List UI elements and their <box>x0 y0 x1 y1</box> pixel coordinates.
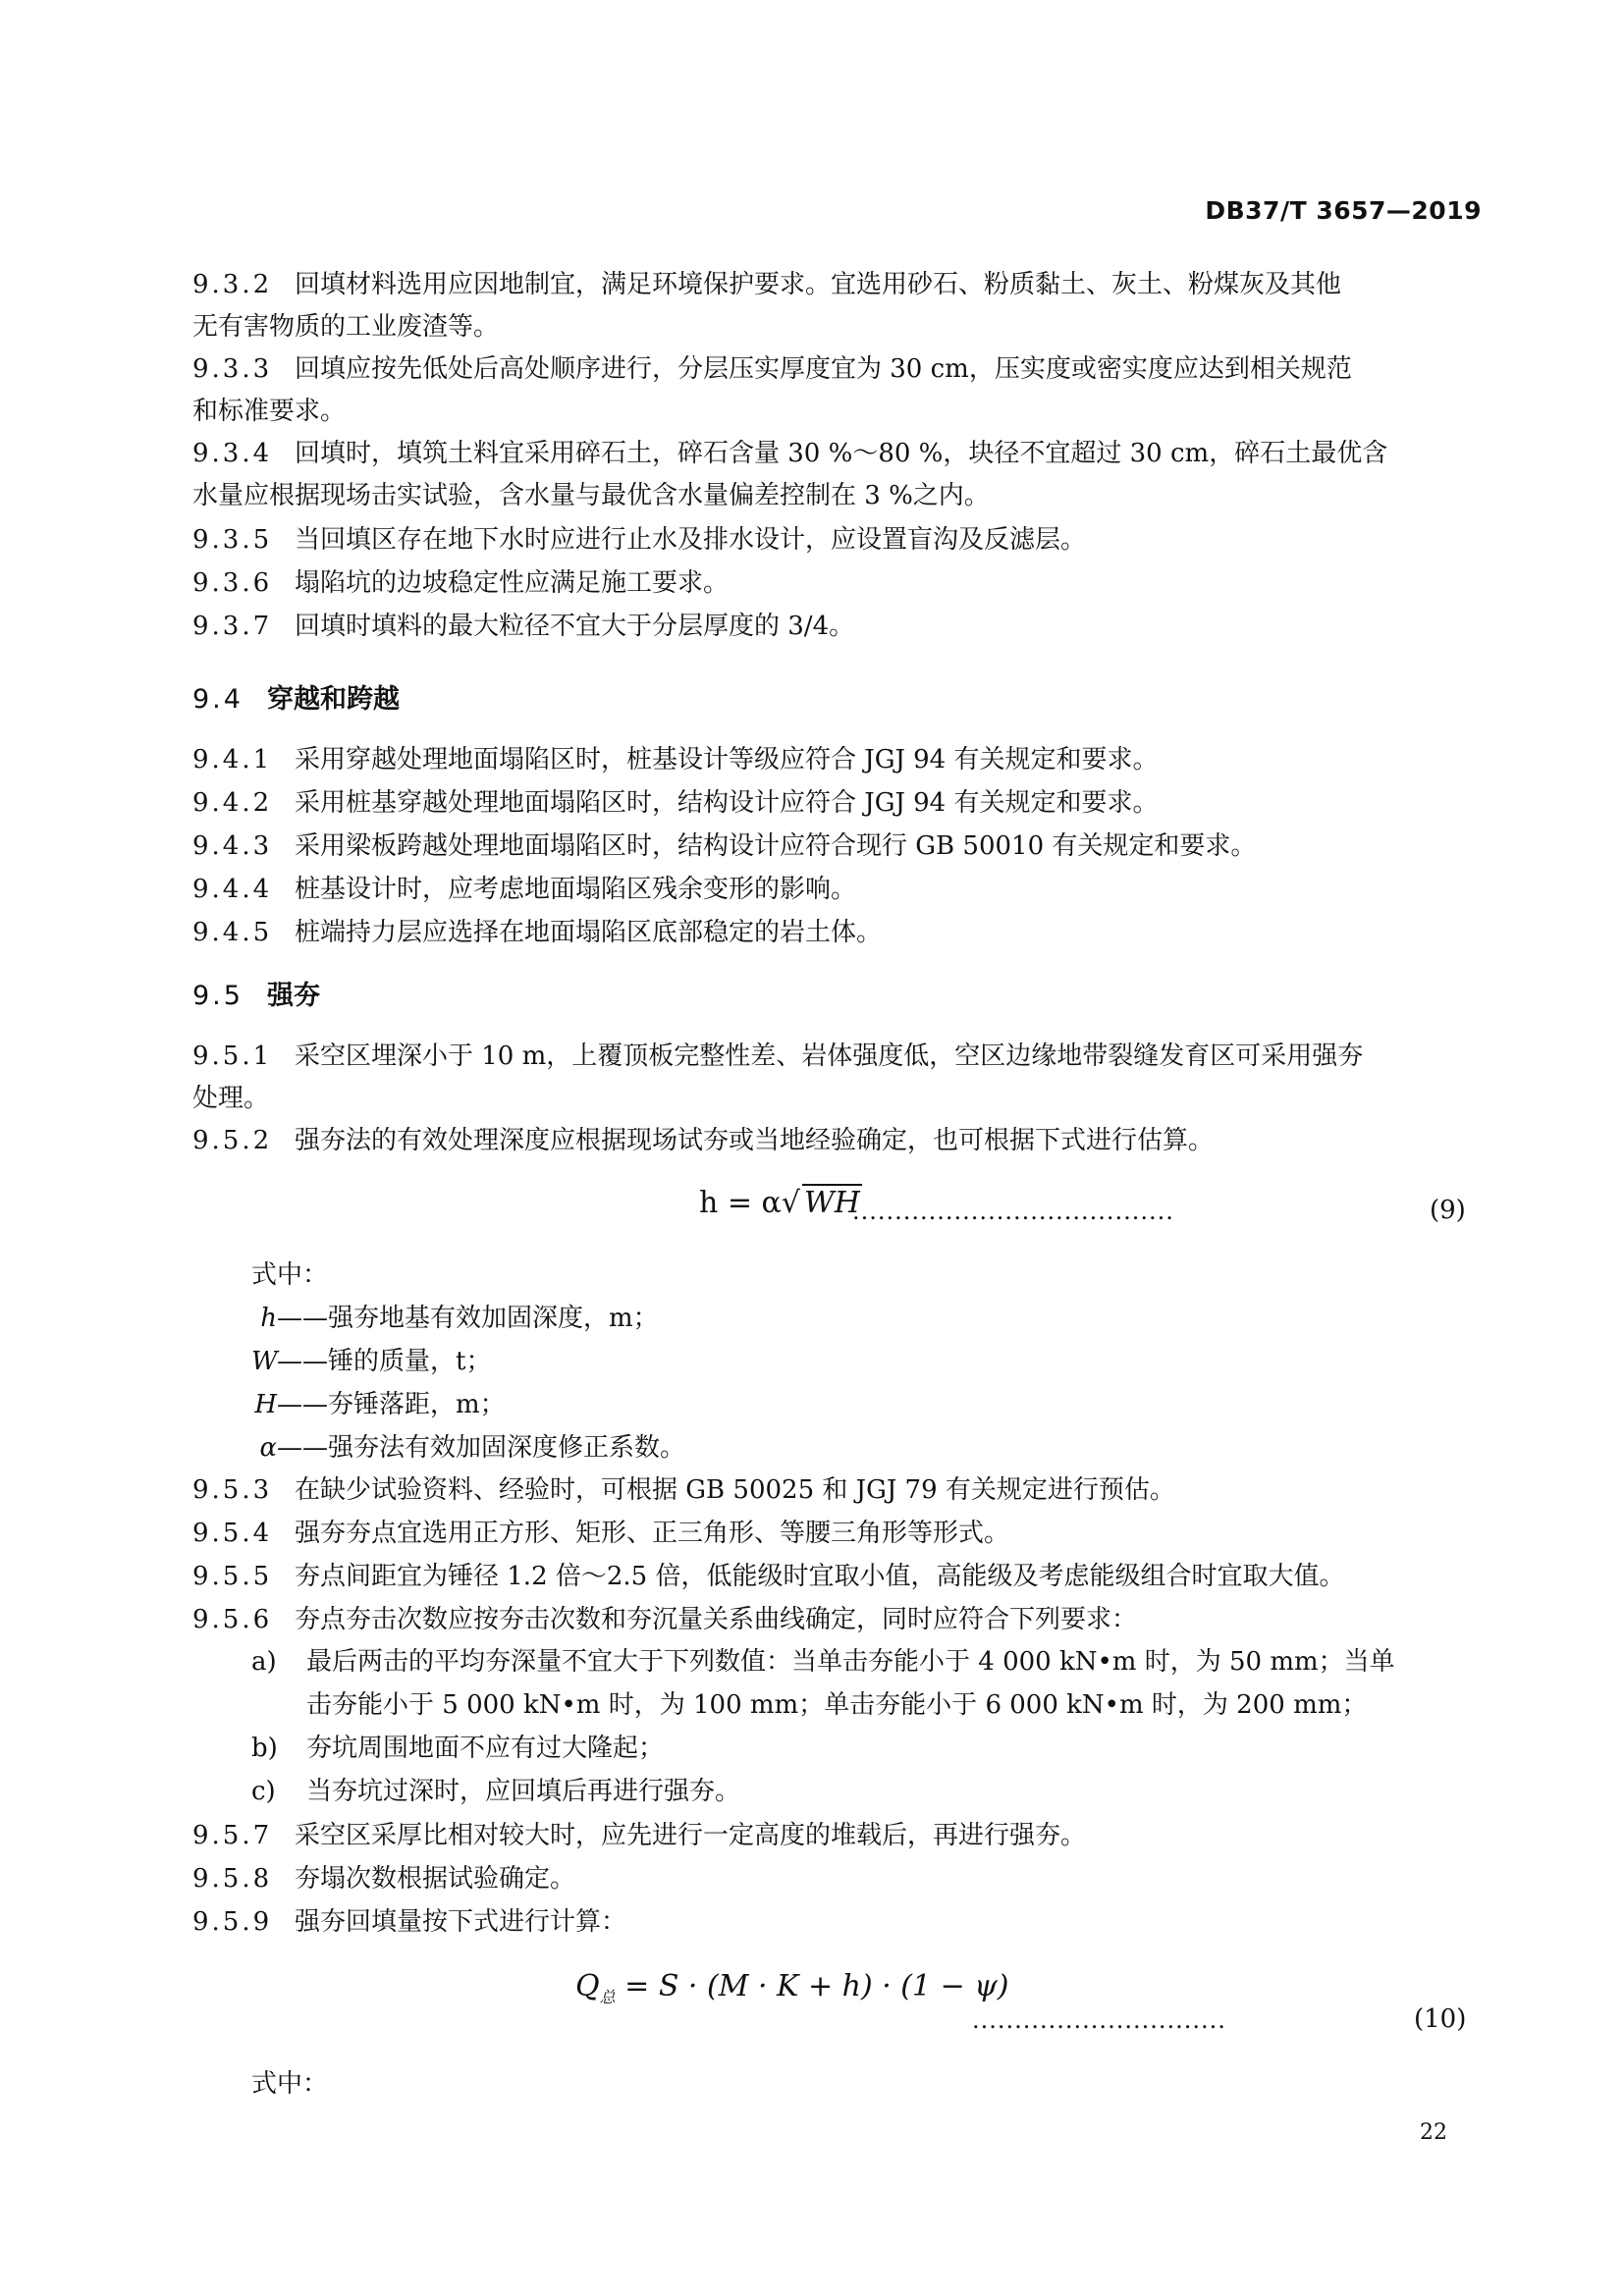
list-label: b) <box>251 1734 278 1763</box>
formula-q-subscript: 总 <box>599 1988 616 2006</box>
dash: —— <box>277 1433 328 1463</box>
clause-9-3-2 <box>192 263 1341 306</box>
clause-number: 9.3.6 <box>192 568 273 598</box>
list-item-c <box>251 1771 740 1807</box>
clause-number: 9.5.2 <box>192 1126 273 1155</box>
list-label: a) <box>251 1647 277 1677</box>
clause-text: 采空区埋深小于 10 m，上覆顶板完整性差、岩体强度低，空区边缘地带裂缝发育区可采用强夯 <box>295 1041 1364 1071</box>
clause-9-4-3 <box>192 825 1256 868</box>
clause-9-3-2-cont: 无有害物质的工业废渣等。 <box>192 312 500 342</box>
clause-text: 桩基设计时，应考虑地面塌陷区残余变形的影响。 <box>295 875 857 904</box>
clause-text: 采用桩基穿越处理地面塌陷区时，结构设计应符合 JGJ 94 有关规定和要求。 <box>295 788 1159 818</box>
clause-number: 9.4.1 <box>192 745 273 774</box>
clause-text: 在缺少试验资料、经验时，可根据 GB 50025 和 JGJ 79 有关规定进行预估。 <box>295 1475 1175 1505</box>
clause-text: 回填时，填筑土料宜采用碎石土，碎石含量 30 %～80 %，块径不宜超过 30 cm，碎石土最优含 <box>295 439 1388 468</box>
clause-text: 塌陷坑的边坡稳定性应满足施工要求。 <box>295 568 730 598</box>
clause-number: 9.3.4 <box>192 439 273 468</box>
clause-number: 9.4.2 <box>192 788 273 818</box>
clause-number: 9.5.3 <box>192 1475 273 1505</box>
clause-text: 当回填区存在地下水时应进行止水及排水设计，应设置盲沟及反滤层。 <box>295 525 1087 555</box>
clause-text: 回填时填料的最大粒径不宜大于分层厚度的 3/4。 <box>295 612 855 641</box>
clause-9-4-1 <box>192 738 1159 781</box>
list-item-a-cont: 击夯能小于 5 000 kN•m 时，为 100 mm；单击夯能小于 6 000 kN•m 时，为 200 mm； <box>306 1690 1368 1720</box>
clause-number: 9.5.7 <box>192 1821 273 1850</box>
section-title: 强夯 <box>267 981 320 1011</box>
variable-description: 强夯法有效加固深度修正系数。 <box>328 1433 686 1463</box>
clause-9-3-6 <box>192 561 729 605</box>
clause-9-5-6 <box>192 1598 1137 1641</box>
clause-text: 夯点间距宜为锤径 1.2 倍～2.5 倍，低能级时宜取小值，高能级及考虑能级组合时宜取大值。 <box>295 1562 1345 1591</box>
clause-9-5-8 <box>192 1857 575 1900</box>
where-item-w <box>251 1341 491 1377</box>
dash: —— <box>277 1304 328 1333</box>
section-heading-9-5 <box>192 974 320 1012</box>
clause-9-3-4-cont: 水量应根据现场击实试验，含水量与最优含水量偏差控制在 3 %之内。 <box>192 481 990 510</box>
clause-9-4-2 <box>192 781 1159 825</box>
clause-9-5-5 <box>192 1555 1345 1598</box>
formula-q: Q <box>575 1969 600 2003</box>
where-item-h <box>251 1298 659 1334</box>
formula-radicand: WH <box>803 1186 860 1220</box>
section-number: 9.5 <box>192 981 244 1011</box>
clause-number: 9.5.4 <box>192 1519 273 1548</box>
dash: —— <box>277 1390 328 1419</box>
variable-description: 锤的质量，t； <box>328 1347 492 1376</box>
clause-9-4-4 <box>192 868 856 911</box>
clause-9-5-1-cont: 处理。 <box>192 1084 270 1113</box>
clause-text: 强夯夯点宜选用正方形、矩形、正三角形、等腰三角形等形式。 <box>295 1519 1010 1548</box>
clause-number: 9.5.9 <box>192 1907 273 1937</box>
clause-9-3-7 <box>192 605 854 648</box>
clause-text: 回填应按先低处后高处顺序进行，分层压实厚度宜为 30 cm，压实度或密实度应达到相关规范 <box>295 354 1352 384</box>
clause-text: 强夯回填量按下式进行计算： <box>295 1907 627 1937</box>
list-label: c) <box>251 1777 276 1806</box>
clause-9-4-5 <box>192 911 882 954</box>
clause-number: 9.5.6 <box>192 1605 273 1634</box>
clause-number: 9.3.7 <box>192 612 273 641</box>
dash: —— <box>277 1347 328 1376</box>
list-text: 最后两击的平均夯深量不宜大于下列数值：当单击夯能小于 4 000 kN•m 时，为 50 mm；当单 <box>306 1647 1395 1677</box>
section-title: 穿越和跨越 <box>267 684 400 715</box>
variable-symbol: W <box>251 1347 278 1376</box>
where-item-alpha <box>251 1427 685 1464</box>
clause-number: 9.3.5 <box>192 525 273 555</box>
formula-9-leader-dots: ...................................... <box>852 1198 1174 1225</box>
variable-symbol: H <box>254 1390 277 1419</box>
clause-number: 9.5.5 <box>192 1562 273 1591</box>
list-text: 夯坑周围地面不应有过大隆起； <box>306 1734 665 1763</box>
clause-text: 强夯法的有效处理深度应根据现场试夯或当地经验确定，也可根据下式进行估算。 <box>295 1126 1215 1155</box>
clause-text: 夯塌次数根据试验确定。 <box>295 1864 576 1894</box>
list-item-b <box>251 1728 664 1764</box>
formula-10 <box>575 1969 1009 2007</box>
clause-9-3-3-cont: 和标准要求。 <box>192 397 347 426</box>
clause-number: 9.4.3 <box>192 831 273 861</box>
clause-text: 采空区采厚比相对较大时，应先进行一定高度的堆载后，再进行强夯。 <box>295 1821 1087 1850</box>
clause-number: 9.5.8 <box>192 1864 273 1894</box>
standard-number: DB37/T 3657—2019 <box>1205 196 1482 225</box>
where-label: 式中： <box>251 1260 329 1290</box>
variable-symbol: α <box>259 1433 277 1463</box>
clause-number: 9.3.2 <box>192 270 273 299</box>
formula-lhs: h = α <box>699 1186 782 1220</box>
formula-9 <box>699 1184 862 1220</box>
page-number: 22 <box>1420 2120 1447 2145</box>
where-item-H <box>251 1384 506 1420</box>
where-label-2: 式中： <box>251 2069 329 2099</box>
clause-text: 采用穿越处理地面塌陷区时，桩基设计等级应符合 JGJ 94 有关规定和要求。 <box>295 745 1159 774</box>
clause-text: 桩端持力层应选择在地面塌陷区底部稳定的岩土体。 <box>295 918 883 947</box>
clause-9-5-2 <box>192 1119 1214 1162</box>
clause-9-5-7 <box>192 1814 1086 1857</box>
radical-sign: √ <box>781 1186 800 1220</box>
variable-description: 强夯地基有效加固深度，m； <box>328 1304 659 1333</box>
section-heading-9-4 <box>192 677 400 716</box>
clause-9-3-3 <box>192 347 1352 391</box>
clause-text: 夯点夯击次数应按夯击次数和夯沉量关系曲线确定，同时应符合下列要求： <box>295 1605 1138 1634</box>
clause-text: 采用梁板跨越处理地面塌陷区时，结构设计应符合现行 GB 50010 有关规定和要求。 <box>295 831 1257 861</box>
formula-10-leader-dots: .............................. <box>972 2006 1226 2034</box>
section-number: 9.4 <box>192 684 244 715</box>
clause-text: 回填材料选用应因地制宜，满足环境保护要求。宜选用砂石、粉质黏土、灰土、粉煤灰及其他 <box>295 270 1342 299</box>
variable-symbol: h <box>260 1304 277 1333</box>
clause-number: 9.3.3 <box>192 354 273 384</box>
clause-9-5-4 <box>192 1512 1009 1555</box>
list-text: 当夯坑过深时，应回填后再进行强夯。 <box>306 1777 741 1806</box>
clause-9-5-3 <box>192 1468 1175 1512</box>
clause-number: 9.5.1 <box>192 1041 273 1071</box>
equation-number-9: (9) <box>1430 1196 1466 1225</box>
clause-9-5-1 <box>192 1035 1363 1078</box>
variable-description: 夯锤落距，m； <box>328 1390 506 1419</box>
equation-number-10: (10) <box>1414 2004 1467 2034</box>
list-item-a <box>251 1641 1395 1678</box>
clause-number: 9.4.5 <box>192 918 273 947</box>
clause-9-3-5 <box>192 518 1086 561</box>
clause-9-5-9 <box>192 1900 626 1944</box>
formula-rhs: = S · (M · K + h) · (1 − ψ) <box>615 1969 1009 2003</box>
clause-number: 9.4.4 <box>192 875 273 904</box>
clause-9-3-4 <box>192 432 1387 475</box>
